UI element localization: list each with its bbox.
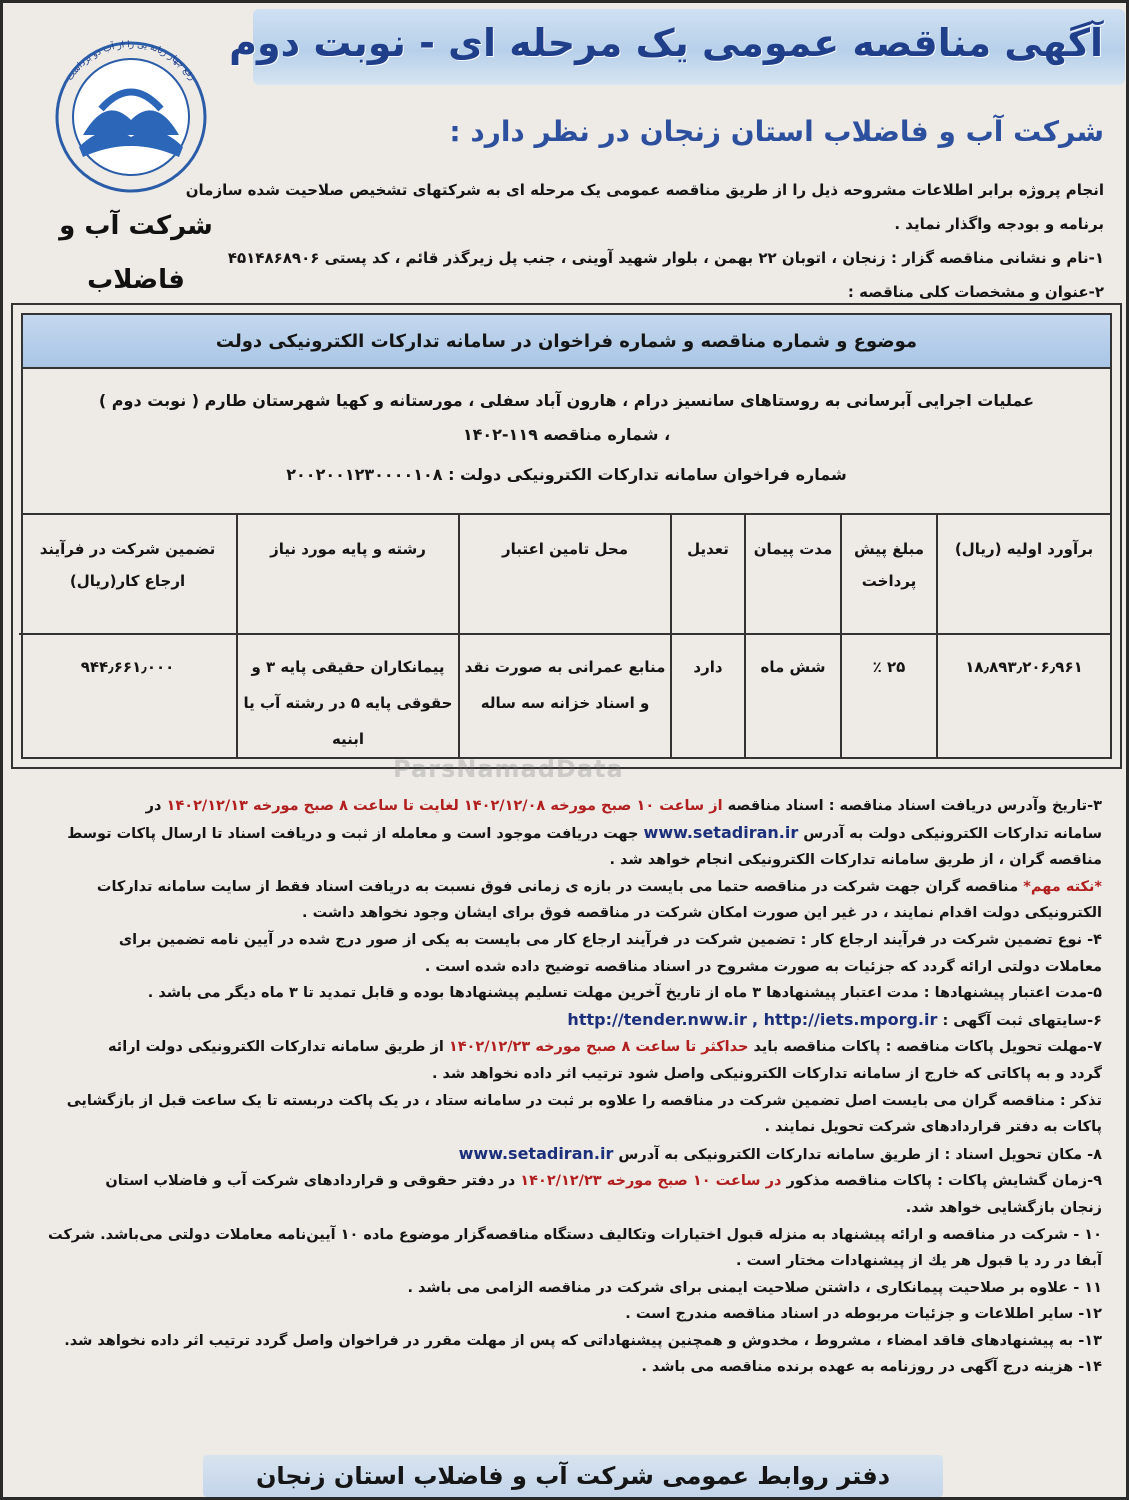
column-adjustment	[670, 515, 744, 757]
call-number: شماره فراخوان سامانه تدارکات الکترونیکی دولت : ۲۰۰۲۰۰۱۲۳۰۰۰۰۱۰۸	[286, 465, 847, 484]
section-label: ۳-تاریخ وآدرس دریافت اسناد مناقصه :	[828, 798, 1102, 814]
column-header: برآورد اولیه (ریال)	[938, 515, 1110, 635]
section-text: اسناد مناقصه	[727, 798, 824, 814]
column-header: مبلغ پیش پرداخت	[842, 515, 936, 635]
section-5	[27, 980, 1102, 1007]
tender-table-inner	[21, 313, 1112, 759]
logo-ring-text: رفع چهار زبانه یی را از آب دو برداشت	[65, 39, 197, 83]
section-label: ۴- نوع تضمین شرکت در فرآیند ارجاع کار :	[800, 931, 1102, 948]
section-label: ۷-مهلت تحویل پاکات مناقصه :	[885, 1039, 1102, 1056]
intro-line: ۱-نام و نشانی مناقصه گزار : زنجان ، اتوبان ۲۲ بهمن ، بلوار شهید آوینی ، جنب پل زیرگذر قائم ، کد پستی ۴۵۱۴۸۶۸۹۰۶	[227, 249, 1104, 267]
column-funding	[458, 515, 670, 757]
column-header: رشته و پایه مورد نیاز	[238, 515, 458, 635]
section-text: در	[145, 798, 162, 814]
section-7	[27, 1034, 1102, 1061]
column-header: محل تامین اعتبار	[460, 515, 670, 635]
important-note-cont: الکترونیکی دولت اقدام نمایند ، در غیر این صورت امکان شرکت در مناقصه فوق برای ایشان وجود نخواهد داشت .	[302, 905, 1102, 922]
section-9	[27, 1168, 1102, 1195]
section-label: ۸- مکان تحویل اسناد :	[944, 1146, 1102, 1163]
section-11: ۱۱ - علاوه بر صلاحیت پیمانکاری ، داشتن صلاحیت ایمنی برای شرکت در مناقصه الزامی می باشد .	[407, 1279, 1102, 1296]
section-10-cont: آبفا در رد یا قبول هر یك از پیشنهادات مختار است .	[736, 1253, 1102, 1270]
setadiran-link[interactable]: www.setadiran.ir	[458, 1143, 614, 1163]
column-value: ۲۵ ٪	[872, 658, 906, 676]
column-value: منابع عمرانی به صورت نقد و اسناد خزانه سه ساله	[464, 658, 666, 712]
highlight-date: در ساعت ۱۰ صبح مورخه ۱۴۰۲/۱۲/۲۳	[520, 1173, 782, 1190]
water-logo-icon	[31, 25, 231, 193]
column-value: پیمانکاران حقیقی پایه ۳ و حقوقی پایه ۵ در رشته آب یا ابنیه	[243, 658, 453, 748]
column-guarantee	[19, 515, 236, 757]
reminder: تذکر : مناقصه گران می بایست اصل تضمین شرکت در مناقصه را علاوه بر ثبت در سامانه ستاد ، در یک پاکت دربسته تا یک ساعت قبل از بازگشایی	[66, 1092, 1102, 1109]
highlight-date: از ساعت ۱۰ صبح مورخه ۱۴۰۲/۱۲/۰۸ لغایت تا ساعت ۸ صبح مورخه ۱۴۰۲/۱۲/۱۳	[166, 798, 723, 814]
section-3-cont: مناقصه گران ، از طریق سامانه تدارکات الکترونیکی انجام خواهد شد .	[609, 852, 1102, 869]
company-logo	[31, 25, 231, 193]
section-text: مدت اعتبار پیشنهادها ۳ ماه از تاریخ آخرین مهلت تسلیم پیشنهادها بوده و قابل تمدید تا ۳ ماه دیگر می باشد .	[147, 985, 919, 1002]
section-label: ۹-زمان گشایش پاکات :	[937, 1173, 1102, 1190]
footer-signature: دفتر روابط عمومی شرکت آب و فاضلاب استان زنجان	[203, 1455, 943, 1497]
link-separator: ,	[751, 1009, 764, 1029]
table-topic-header: موضوع و شماره مناقصه و شماره فراخوان در سامانه تدارکات الکترونیکی دولت	[23, 315, 1110, 369]
section-14: ۱۴- هزینه درج آگهی در روزنامه به عهده برنده مناقصه می باشد .	[641, 1359, 1102, 1376]
section-3	[27, 793, 1102, 820]
column-duration	[744, 515, 840, 757]
column-header: تعدیل	[672, 515, 744, 635]
section-text: پاکات مناقصه مذکور	[786, 1173, 933, 1190]
section-9-cont: زنجان بازگشایی خواهد شد.	[905, 1199, 1102, 1216]
highlight-date: حداکثر تا ساعت ۸ صبح مورخه ۱۴۰۲/۱۲/۲۳	[448, 1039, 749, 1056]
section-label: ۵-مدت اعتبار پیشنهادها :	[923, 985, 1102, 1002]
column-header: تضمین شرکت در فرآیند ارجاع کار(ریال)	[19, 515, 236, 635]
column-prepayment	[840, 515, 936, 757]
watermark-text: ParsNamadData	[393, 755, 624, 783]
column-value: ۱۸٫۸۹۳٫۲۰۶٫۹۶۱	[965, 658, 1083, 676]
notice-title: آگهی مناقصه عمومی یک مرحله ای - نوبت دوم	[229, 21, 1103, 65]
section-text: پاکات مناقصه باید	[753, 1039, 881, 1056]
section-10: ۱۰ - شرکت در مناقصه و ارائه پیشنهاد به منزله قبول اختیارات وتکالیف دستگاه مناقصه‌گزار موضوع ماده ۱۰ آیین‌نامه معاملات دولتی می‌باشد. شرکت	[47, 1226, 1102, 1243]
column-estimate	[936, 515, 1110, 757]
notice-body	[27, 793, 1102, 1381]
intro-line: ۲-عنوان و مشخصات کلی مناقصه :	[847, 283, 1104, 301]
intro-line: انجام پروژه برابر اطلاعات مشروحه ذیل را از طریق مناقصه عمومی یک مرحله ای به شرکتهای تشخیص صلاحیت شده سازمان	[185, 181, 1104, 199]
iets-site-link[interactable]: http://iets.mporg.ir	[763, 1009, 938, 1029]
section-label: ۶-سایتهای ثبت آگهی :	[942, 1012, 1102, 1029]
title-band	[229, 9, 1125, 85]
section-text: تضمین شرکت در فرآیند ارجاع کار می بایست به یکی از صور درج شده در آیین نامه تضمین برای	[118, 931, 796, 948]
section-text: جهت دریافت موجود است و معامله از ثبت و دریافت اسناد تا ارسال پاکات توسط	[67, 825, 639, 842]
column-value: دارد	[693, 658, 723, 676]
section-6	[27, 1007, 1102, 1035]
column-qualification	[236, 515, 458, 757]
table-grid	[23, 515, 1110, 757]
reminder-cont: پاکات به دفتر قراردادهای شرکت تحویل نمایند .	[764, 1119, 1102, 1136]
column-value: شش ماه	[760, 658, 826, 676]
section-4	[27, 927, 1102, 954]
setadiran-link[interactable]: www.setadiran.ir	[643, 822, 799, 842]
section-3-cont	[27, 820, 1102, 848]
section-text: در دفتر حقوقی و قراردادهای شرکت آب و فاضلاب استان	[105, 1173, 516, 1190]
section-text: مناقصه گران جهت شرکت در مناقصه حتما می بایست در بازه ی زمانی فوق نسبت به دریافت اسناد فقط از سایت سامانه تدارکات	[96, 878, 1019, 895]
notice-subtitle: شرکت آب و فاضلاب استان زنجان در نظر دارد :	[449, 115, 1104, 148]
project-title: عملیات اجرایی آبرسانی به روستاهای سانسیز درام ، هارون آباد سفلی ، مورستانه و کهیا شهرستان طارم ( نوبت دوم )	[98, 391, 1035, 410]
important-note	[27, 874, 1102, 901]
project-description	[23, 369, 1110, 515]
section-8	[27, 1141, 1102, 1169]
section-text: سامانه تدارکات الکترونیکی دولت به آدرس	[803, 825, 1102, 842]
note-label: *نکته مهم*	[1023, 878, 1102, 895]
section-7-cont: گردد و به پاکاتی که خارج از سامانه تدارکات الکترونیکی واصل شود ترتیب اثر داده نخواهد شد .	[431, 1065, 1102, 1082]
intro-line: برنامه و بودجه واگذار نماید .	[894, 215, 1104, 233]
tender-number: ، شماره مناقصه ۱۱۹-۱۴۰۲	[462, 425, 671, 444]
column-value: ۹۴۴٫۶۶۱٫۰۰۰	[80, 658, 175, 676]
section-13: ۱۳- به پیشنهادهای فاقد امضاء ، مشروط ، مخدوش و همچنین پیشنهاداتی که پس از مهلت مقرر در فراخوان واصل گردد ترتیب اثر داده نخواهد شد.	[64, 1332, 1102, 1349]
section-4-cont: معاملات دولتی ارائه گردد که جزئیات به صورت مشروح در اسناد مناقصه توضیح داده شده است .	[424, 958, 1102, 975]
intro-text	[185, 173, 1104, 309]
section-12: ۱۲- سایر اطلاعات و جزئیات مربوطه در اسناد مناقصه مندرج است .	[625, 1306, 1102, 1323]
tender-site-link[interactable]: http://tender.nww.ir	[567, 1009, 747, 1029]
tender-table	[11, 303, 1122, 769]
company-name-line1: شرکت آب و فاضلاب	[59, 211, 213, 295]
column-header: مدت پیمان	[746, 515, 840, 635]
section-text: از طریق سامانه تدارکات الکترونیکی دولت ارائه	[108, 1039, 444, 1056]
section-text: از طریق سامانه تدارکات الکترونیکی به آدرس	[618, 1146, 940, 1163]
